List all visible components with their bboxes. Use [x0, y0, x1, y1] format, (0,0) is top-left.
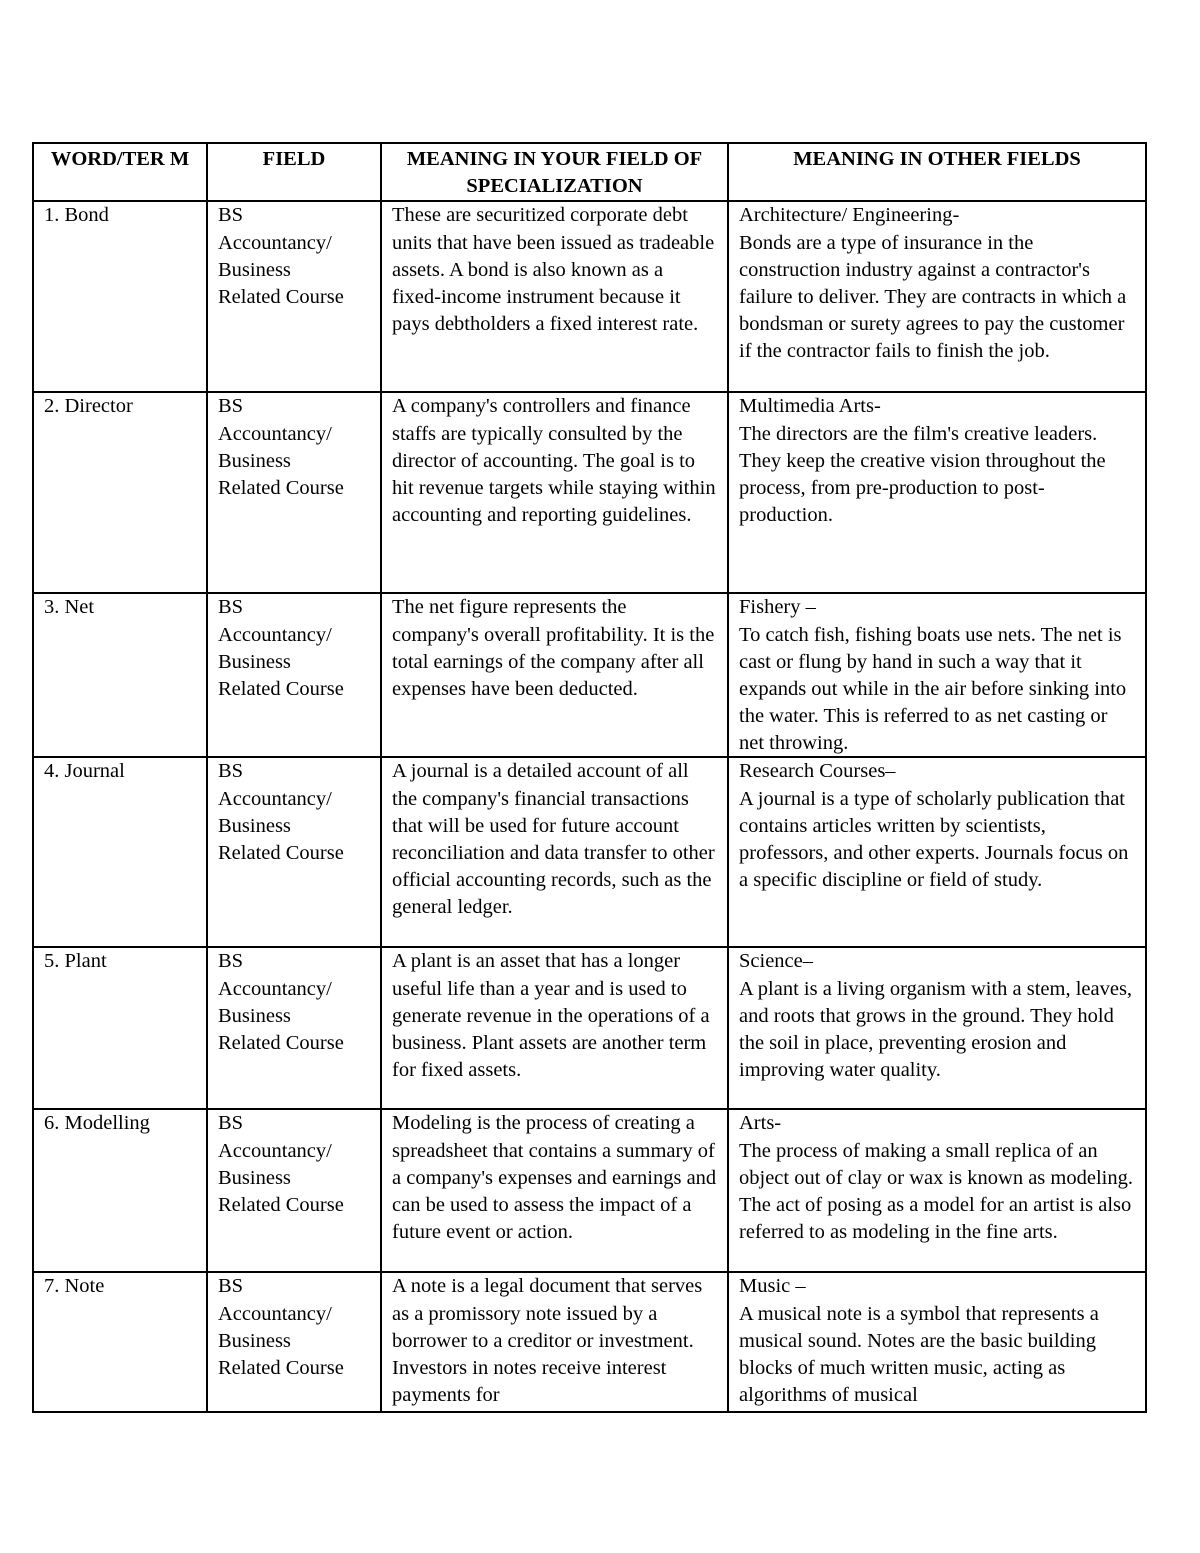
table-row	[33, 1272, 1146, 1412]
header-field: FIELD	[207, 143, 381, 201]
other-meaning-cell	[728, 947, 1146, 1109]
header-word-term: WORD/TER M	[33, 143, 207, 201]
other-meaning-cell	[728, 593, 1146, 757]
other-field-label: Architecture/ Engineering-	[739, 204, 960, 227]
meaning-cell: These are securitized corporate debt units that have been issued as tradeable assets. A bond is also known as a fixed-income instrument because it pays debtholders a fixed interest rate.	[381, 201, 728, 392]
word-cell: 4. Journal	[33, 757, 207, 947]
meaning-cell: A plant is an asset that has a longer useful life than a year and is used to generate revenue in the operations of a business. Plant assets are another term for fixed assets.	[381, 947, 728, 1109]
field-cell: BS Accountancy/ Business Related Course	[207, 1109, 381, 1272]
other-field-meaning: A plant is a living organism with a stem, leaves, and roots that grows in the ground. They hold the soil in place, preventing erosion and improving water quality.	[739, 977, 1133, 1082]
field-cell: BS Accountancy/ Business Related Course	[207, 1272, 381, 1412]
other-field-label: Fishery –	[739, 596, 816, 619]
field-cell: BS Accountancy/ Business Related Course	[207, 593, 381, 757]
vocabulary-table	[32, 142, 1147, 1413]
table-row	[33, 947, 1146, 1109]
other-meaning-cell	[728, 757, 1146, 947]
other-field-meaning: A musical note is a symbol that represents a musical sound. Notes are the basic building blocks of much written music, acting as algorithms of musical	[739, 1302, 1099, 1407]
word-cell: 1. Bond	[33, 201, 207, 392]
word-cell: 3. Net	[33, 593, 207, 757]
other-field-label: Arts-	[739, 1112, 782, 1135]
other-field-meaning: The directors are the film's creative leaders. They keep the creative vision throughout the process, from pre-production to post-production.	[739, 422, 1106, 527]
table-row	[33, 757, 1146, 947]
other-field-label: Science–	[739, 950, 813, 973]
field-cell: BS Accountancy/ Business Related Course	[207, 757, 381, 947]
field-cell: BS Accountancy/ Business Related Course	[207, 947, 381, 1109]
word-cell: 5. Plant	[33, 947, 207, 1109]
meaning-cell: A note is a legal document that serves as a promissory note issued by a borrower to a creditor or investment. Investors in notes receive interest payments for	[381, 1272, 728, 1412]
word-cell: 7. Note	[33, 1272, 207, 1412]
meaning-cell: A journal is a detailed account of all the company's financial transactions that will be used for future account reconciliation and data transfer to other official accounting records, such as the general ledger.	[381, 757, 728, 947]
other-field-label: Music –	[739, 1275, 806, 1298]
field-cell: BS Accountancy/ Business Related Course	[207, 201, 381, 392]
table-row	[33, 201, 1146, 392]
other-field-label: Research Courses–	[739, 760, 896, 783]
word-cell: 2. Director	[33, 392, 207, 593]
other-meaning-cell	[728, 201, 1146, 392]
other-meaning-cell	[728, 1109, 1146, 1272]
table-row	[33, 593, 1146, 757]
field-cell: BS Accountancy/ Business Related Course	[207, 392, 381, 593]
header-meaning-your-field: MEANING IN YOUR FIELD OF SPECIALIZATION	[381, 143, 728, 201]
word-cell: 6. Modelling	[33, 1109, 207, 1272]
meaning-cell: Modeling is the process of creating a spreadsheet that contains a summary of a company's expenses and earnings and can be used to assess the impact of a future event or action.	[381, 1109, 728, 1272]
table-header-row	[33, 143, 1146, 201]
header-meaning-other-fields: MEANING IN OTHER FIELDS	[728, 143, 1146, 201]
table-row	[33, 1109, 1146, 1272]
meaning-cell: The net figure represents the company's overall profitability. It is the total earnings of the company after all expenses have been deducted.	[381, 593, 728, 757]
other-field-meaning: A journal is a type of scholarly publication that contains articles written by scientists, professors, and other experts. Journals focus on a specific discipline or field of study.	[739, 787, 1129, 892]
meaning-cell: A company's controllers and finance staffs are typically consulted by the director of accounting. The goal is to hit revenue targets while staying within accounting and reporting guidelines.	[381, 392, 728, 593]
other-field-meaning: Bonds are a type of insurance in the construction industry against a contractor's failure to deliver. They are contracts in which a bondsman or surety agrees to pay the customer if the contractor fails to finish the job.	[739, 231, 1127, 363]
other-meaning-cell	[728, 1272, 1146, 1412]
table-row	[33, 392, 1146, 593]
other-field-meaning: The process of making a small replica of an object out of clay or wax is known as modeling. The act of posing as a model for an artist is also referred to as modeling in the fine arts.	[739, 1139, 1133, 1244]
other-meaning-cell	[728, 392, 1146, 593]
other-field-meaning: To catch fish, fishing boats use nets. The net is cast or flung by hand in such a way that it expands out while in the air before sinking into the water. This is referred to as net casting or net throwing.	[739, 623, 1127, 755]
other-field-label: Multimedia Arts-	[739, 395, 881, 418]
